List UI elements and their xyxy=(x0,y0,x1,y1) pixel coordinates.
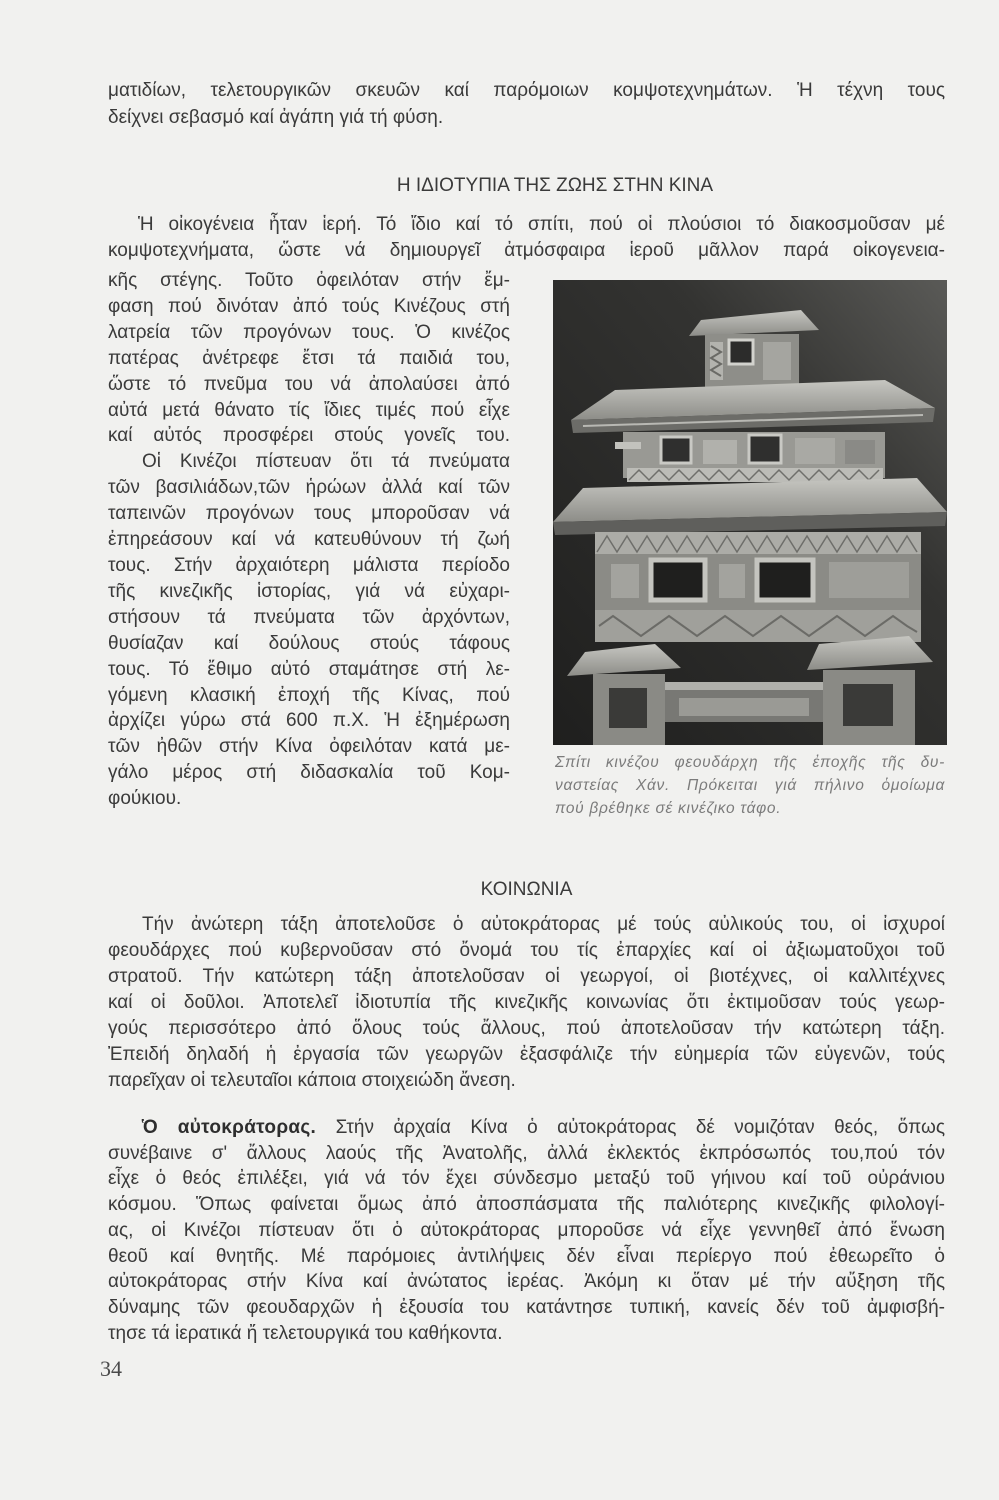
caption-line: Σπίτι κινέζου φεουδάρχη τῆς ἐποχῆς τῆς δυ- xyxy=(555,754,945,771)
text-line: γόμενη κλασική ἐποχή τῆς Κίνας, πού xyxy=(108,684,510,706)
window xyxy=(729,340,753,364)
text-line: φούκιου. xyxy=(108,788,182,810)
text-line: τους. Στήν ἀρχαιότερη μάλιστα περίοδο xyxy=(108,554,510,576)
clay-house-illustration xyxy=(553,280,947,745)
text-line: Οἱ Κινέζοι πίστευαν ὅτι τά πνεύματα xyxy=(142,451,510,473)
page-number: 34 xyxy=(100,1356,122,1381)
text-line: θυσίαζαν καί δούλους στούς τάφους xyxy=(108,632,510,654)
window xyxy=(661,437,691,463)
text-line: φεουδάρχες πού κυβερνοῦσαν στό ὄνομά του τίς ἐπαρχίες καί οἱ ἀξιωματοῦχοι τοῦ xyxy=(108,940,945,961)
section2-paragraph xyxy=(108,912,945,1094)
text-line: στήσουν τά πνεύματα τῶν ἀρχόντων, xyxy=(108,606,510,628)
gate-right xyxy=(807,636,933,745)
text-line: συνέβαινε σ' ἄλλους λαούς τῆς Ἀνατολῆς, ἀλλά ἐκλεκτός ἐκπρόσωπός του,πού τόν xyxy=(108,1142,945,1164)
text-line: αὐτά μετά θάνατο τίς ἴδιες τιμές πού εἶχε xyxy=(108,399,510,421)
text-line: πατέρας ἀνέτρεφε ἔτσι τά παιδιά του, xyxy=(108,347,510,369)
text-line: λατρεία τῶν προγόνων τους. Ὁ κινέζος xyxy=(108,321,510,343)
section-heading: Η ΙΔΙΟΤΥΠΙΑ ΤΗΣ ΖΩΗΣ ΣΤΗΝ ΚΙΝΑ xyxy=(396,175,714,196)
section1-paragraph xyxy=(108,212,945,264)
text-line: στρατοῦ. Τήν κατώτερη τάξη ἀποτελοῦσαν οἱ γεωργοί, οἱ βιοτέχνες, οἱ καλλιτέχνες xyxy=(108,966,945,987)
text-line: τῶν ἠθῶν στήν Κίνα ὀφειλόταν κατά με- xyxy=(108,736,510,758)
window xyxy=(749,435,781,463)
text-line: τησε τά ἱερατικά ἤ τελετουργικά του καθήκοντα. xyxy=(108,1322,503,1344)
caption-line: πού βρέθηκε σέ κινέζικο τάφο. xyxy=(555,800,782,817)
text-line: τους. Τό ἔθιμο αὐτό σταμάτησε στή λε- xyxy=(108,658,510,680)
window xyxy=(651,560,705,600)
text-line: κῆς στέγης. Τοῦτο ὀφειλόταν στήν ἔμ- xyxy=(108,270,510,291)
text-line: Τήν ἀνώτερη τάξη ἀποτελοῦσε ὁ αὐτοκράτορας μέ τούς αὐλικούς του, οἱ ἰσχυροί xyxy=(142,914,945,935)
text-line: δύναμης τῶν φεουδαρχῶν ἡ ἐξουσία του κατάντησε τυπική, κανείς δέν τοῦ ἀμφισβή- xyxy=(108,1296,945,1318)
text-line: Ἐπειδή δηλαδή ἡ ἐργασία τῶν γεωργῶν ἐξασφάλιζε τήν εὐημερία τῶν εὐγενῶν, τούς xyxy=(108,1044,945,1065)
text-line: δείχνει σεβασμό καί ἀγάπη γιά τή φύση. xyxy=(108,107,444,128)
text-line: ματιδίων, τελετουργικῶν σκευῶν καί παρόμοιων κομψοτεχνημάτων. Ἡ τέχνη τους xyxy=(108,80,945,101)
text-line: κόσμου. Ὅπως φαίνεται ὅμως ἀπό ἀποσπάσματα τῆς παλιότερης κινεζικῆς φιλολογί- xyxy=(108,1194,945,1216)
caption-line: ναστείας Χάν. Πρόκειται γιά πήλινο ὁμοίωμα xyxy=(555,777,945,794)
text-line: τῶν βασιλιάδων,τῶν ἡρώων ἀλλά καί τῶν xyxy=(108,477,510,499)
text-line: αὐτοκράτορας στήν Κίνα καί ἀνώτατος ἱερέας. Ἀκόμη κι ὅταν μέ τήν αὔξηση τῆς xyxy=(108,1271,945,1293)
text-line: τῆς κινεζικῆς ἱστορίας, γιά νά εὐχαρι- xyxy=(108,580,510,602)
window xyxy=(757,560,813,600)
emperor-paragraph xyxy=(108,1115,945,1346)
clay-house-photo xyxy=(553,280,947,745)
text-line: εἶχε ὁ θεός ἐπιλέξει, γιά νά τόν ἔχει σύνδεσμο μεταξύ τοῦ γήινου καί τοῦ οὐράνιου xyxy=(108,1168,945,1190)
text-line: γάλο μέρος στή διδασκαλία τοῦ Κομ- xyxy=(108,762,510,784)
text-line: Ἡ οἰκογένεια ἦταν ἱερή. Τό ἴδιο καί τό σπίτι, πού οἱ πλούσιοι τό διακοσμοῦσαν μέ xyxy=(138,214,945,235)
text-line: κομψοτεχνήματα, ὥστε νά δημιουργεῖ ἀτμόσφαιρα ἱεροῦ μᾶλλον παρά οἰκογενεια- xyxy=(108,240,945,261)
text-line: ὥστε τό πνεῦμα του νά ἀπολαύσει ἀπό xyxy=(108,373,510,395)
text-line: γούς περισσότερο ἀπό ὅλους τούς ἄλλους, πού ἀποτελοῦσαν τήν κατώτερη τάξη. xyxy=(108,1018,945,1039)
text-line: ταπεινῶν προγόνων τους μποροῦσαν νά xyxy=(108,503,510,525)
text-line: ἀρχίζει γύρω στά 600 π.Χ. Ἡ ἐξημέρωση xyxy=(108,710,510,732)
paragraph-lead: Ὁ αὐτοκράτορας. xyxy=(142,1117,317,1138)
text-line: θεοῦ καί θνητῆς. Μέ παρόμοιες ἀντιλήψεις δέν εἶναι περίεργο πού ἐθεωρεῖτο ὁ xyxy=(108,1245,945,1267)
gate-base xyxy=(665,682,823,722)
text-line: ἐπηρεάσουν καί νά κατευθύνουν τή ζωή xyxy=(108,529,510,551)
text-span: Στήν ἀρχαία Κίνα ὁ αὐτοκράτορας δέ νομιζόταν θεός, ὅπως xyxy=(335,1117,945,1138)
text-line: καί οἱ δοῦλοι. Ἀποτελεῖ ἰδιοτυπία τῆς κινεζικῆς κοινωνίας ὅτι ἐκτιμοῦσαν τούς γεωρ- xyxy=(108,992,945,1013)
second-level xyxy=(615,432,885,482)
figure-caption xyxy=(555,751,945,820)
main-level xyxy=(595,532,921,642)
intro-paragraph xyxy=(108,77,945,131)
section1-column xyxy=(108,268,510,812)
text-line: καί αὐτός προσφέρει στούς γονεῖς του. xyxy=(108,425,510,447)
text-line: παρεῖχαν οἱ τελευταῖοι κάποια στοιχειώδη ἄνεση. xyxy=(108,1070,516,1091)
text-line xyxy=(108,1115,945,1141)
text-line: φαση πού δινόταν ἀπό τούς Κινέζους στή xyxy=(108,295,510,317)
text-line: ας, οἱ Κινέζοι πίστευαν ὅτι ὁ αὐτοκράτορας μποροῦσε νά εἶχε γεννηθεῖ ἀπό ἕνωση xyxy=(108,1219,945,1241)
section-heading: ΚΟΙΝΩΝΙΑ xyxy=(480,879,573,900)
